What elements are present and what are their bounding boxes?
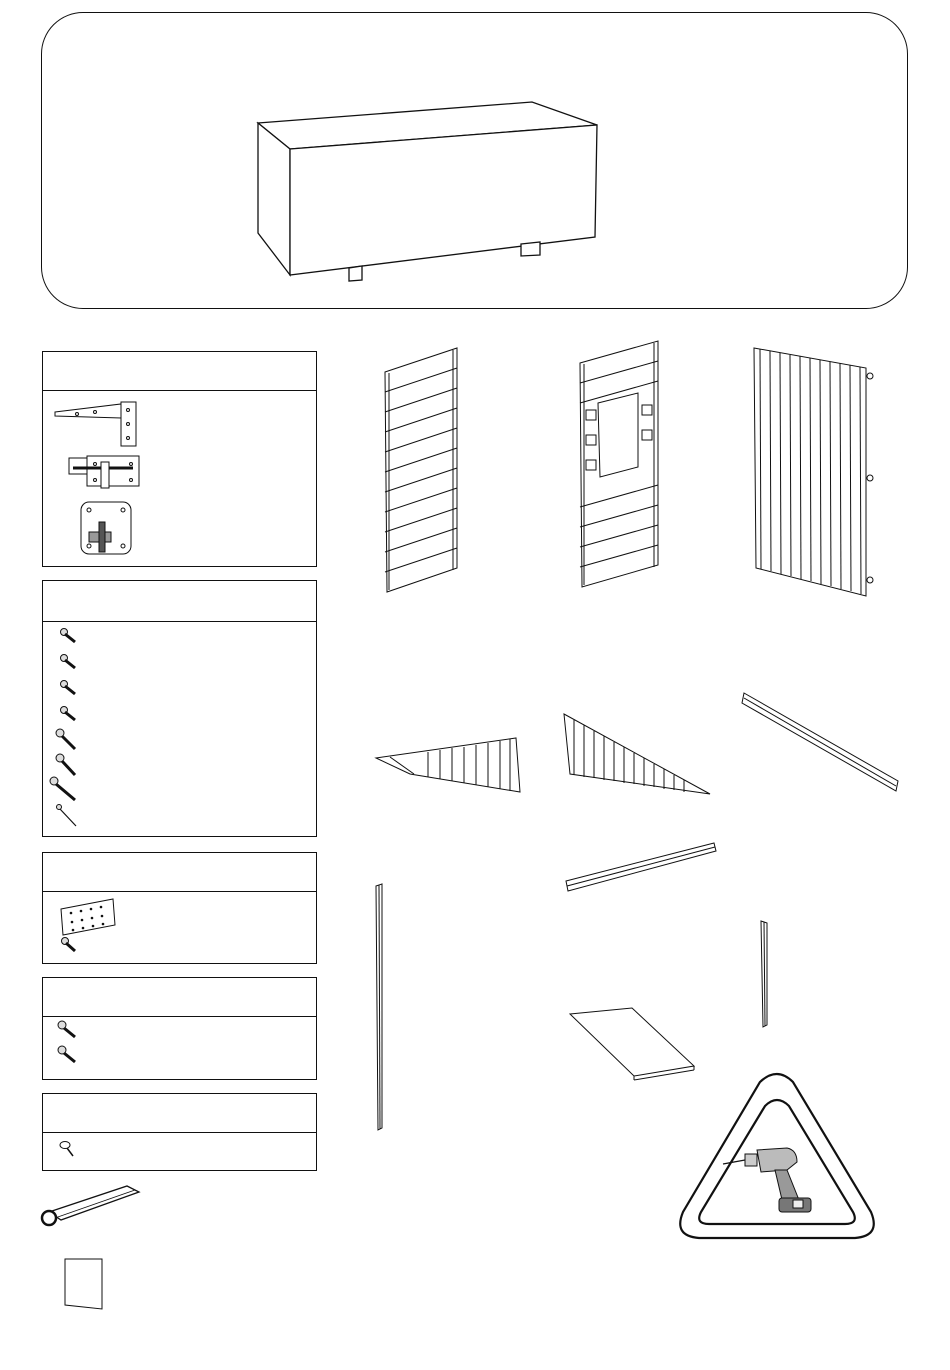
screw-icon bbox=[58, 1046, 75, 1062]
screw-icon bbox=[61, 681, 76, 695]
gable-panel-left bbox=[370, 730, 530, 800]
pad-bolt-icon bbox=[69, 456, 139, 488]
screw-icon bbox=[50, 777, 75, 800]
screw-icon bbox=[56, 754, 75, 775]
door-panel bbox=[748, 340, 878, 610]
hardware-box-hinges bbox=[42, 351, 317, 567]
nail-icon bbox=[60, 1142, 73, 1157]
plain-side-panel bbox=[375, 340, 470, 600]
instruction-sheet-icon bbox=[60, 1255, 110, 1315]
screw-icon bbox=[61, 655, 76, 669]
hardware-box-long-screws bbox=[42, 977, 317, 1080]
hardware-box-felt-nails bbox=[42, 1093, 317, 1171]
mending-plate-icon bbox=[61, 899, 115, 935]
ridge-board bbox=[738, 685, 903, 810]
window-side-panel bbox=[570, 335, 670, 600]
hardware-box-screws bbox=[42, 580, 317, 837]
short-batten bbox=[755, 915, 780, 1035]
screw-icon bbox=[56, 729, 75, 749]
gable-panel-right bbox=[560, 710, 720, 805]
roofing-felt-roll-icon bbox=[35, 1180, 145, 1230]
drill-warning-icon bbox=[675, 1070, 880, 1245]
hardware-box-plates bbox=[42, 852, 317, 964]
long-batten bbox=[368, 880, 393, 1140]
tee-hinge-icon bbox=[55, 402, 136, 446]
packed-shed-box-illustration bbox=[0, 0, 950, 320]
screw-icon bbox=[58, 1021, 75, 1037]
screw-icon bbox=[61, 707, 76, 721]
roof-batten bbox=[560, 835, 725, 900]
nail-icon bbox=[57, 805, 77, 827]
turn-button-icon bbox=[81, 502, 131, 554]
screw-icon bbox=[62, 938, 76, 952]
screw-icon bbox=[61, 629, 76, 643]
